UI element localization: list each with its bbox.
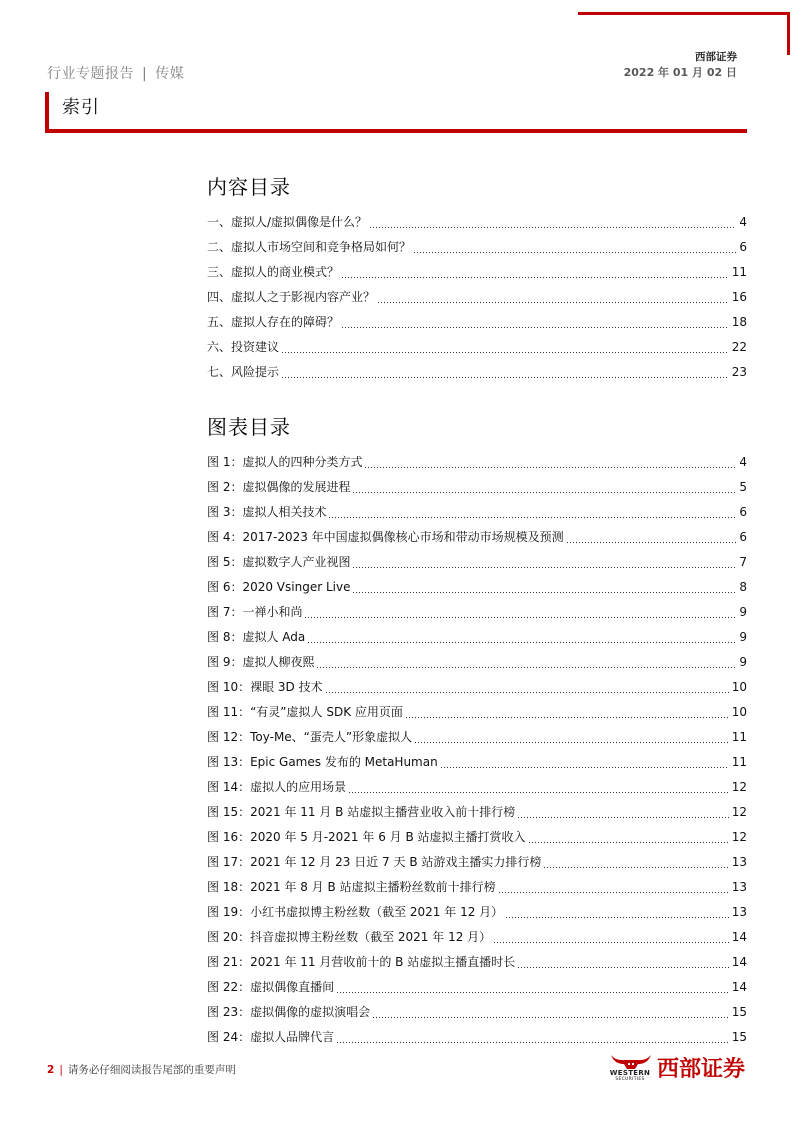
entry-title: 图 20：抖音虚拟博主粉丝数（截至 2021 年 12 月） <box>207 930 492 944</box>
entry-page-number: 11 <box>731 265 747 279</box>
dot-leader <box>518 817 729 818</box>
entry-title: 图 15：2021 年 11 月 B 站虚拟主播营业收入前十排行榜 <box>207 805 516 819</box>
entry-title: 三、虚拟人的商业模式？ <box>207 265 340 279</box>
entry-title: 图 2：虚拟偶像的发展进程 <box>207 480 351 494</box>
figures-list <box>207 450 747 1050</box>
entry-page-number: 13 <box>731 855 747 869</box>
dot-leader <box>353 567 736 568</box>
entry-page-number: 18 <box>731 315 747 329</box>
dot-leader <box>370 227 736 228</box>
entry-page-number: 14 <box>731 930 747 944</box>
contents-entry[interactable] <box>207 260 747 285</box>
dot-leader <box>305 617 736 618</box>
entry-page-number: 16 <box>731 290 747 304</box>
entry-page-number: 12 <box>731 780 747 794</box>
figure-entry[interactable] <box>207 700 747 725</box>
entry-page-number: 4 <box>739 215 747 229</box>
dot-leader <box>414 252 736 253</box>
figure-entry[interactable] <box>207 525 747 550</box>
report-type: 行业专题报告 <box>47 66 134 82</box>
entry-page-number: 15 <box>731 1005 747 1019</box>
entry-page-number: 7 <box>739 555 747 569</box>
figure-entry[interactable] <box>207 975 747 1000</box>
dot-leader <box>326 692 729 693</box>
dot-leader <box>337 992 729 993</box>
entry-page-number: 10 <box>731 680 747 694</box>
entry-title: 一、虚拟人/虚拟偶像是什么？ <box>207 215 368 229</box>
contents-entry[interactable] <box>207 335 747 360</box>
figure-entry[interactable] <box>207 475 747 500</box>
entry-title: 图 24：虚拟人品牌代言 <box>207 1030 335 1044</box>
entry-title: 图 19：小红书虚拟博主粉丝数（截至 2021 年 12 月） <box>207 905 504 919</box>
entry-page-number: 10 <box>731 705 747 719</box>
entry-page-number: 4 <box>739 455 747 469</box>
entry-page-number: 15 <box>731 1030 747 1044</box>
entry-title: 图 1：虚拟人的四种分类方式 <box>207 455 363 469</box>
entry-page-number: 14 <box>731 980 747 994</box>
entry-page-number: 11 <box>731 755 747 769</box>
corner-accent-vertical <box>787 12 790 55</box>
entry-title: 二、虚拟人市场空间和竞争格局如何？ <box>207 240 412 254</box>
dot-leader <box>349 792 729 793</box>
entry-title: 图 18：2021 年 8 月 B 站虚拟主播粉丝数前十排行榜 <box>207 880 496 894</box>
entry-page-number: 23 <box>731 365 747 379</box>
dot-leader <box>342 277 729 278</box>
figure-entry[interactable] <box>207 650 747 675</box>
figure-entry[interactable] <box>207 1000 747 1025</box>
report-category <box>47 65 184 83</box>
entry-title: 图 21：2021 年 11 月营收前十的 B 站虚拟主播直播时长 <box>207 955 516 969</box>
entry-page-number: 5 <box>739 480 747 494</box>
section-divider <box>45 129 747 133</box>
entry-title: 图 3：虚拟人相关技术 <box>207 505 327 519</box>
logo-text-securities: SECURITIES <box>615 1077 645 1082</box>
header-separator: | <box>142 66 148 82</box>
dot-leader <box>499 892 729 893</box>
figure-entry[interactable] <box>207 825 747 850</box>
figure-entry[interactable] <box>207 875 747 900</box>
entry-page-number: 6 <box>739 240 747 254</box>
figure-entry[interactable] <box>207 450 747 475</box>
figure-entry[interactable] <box>207 800 747 825</box>
dot-leader <box>337 1042 729 1043</box>
report-sector: 传媒 <box>155 66 185 82</box>
entry-title: 七、风险提示 <box>207 365 280 379</box>
figure-entry[interactable] <box>207 850 747 875</box>
dot-leader <box>506 917 729 918</box>
dot-leader <box>373 1017 729 1018</box>
corner-accent-horizontal <box>578 12 790 15</box>
dot-leader <box>378 302 729 303</box>
figure-entry[interactable] <box>207 775 747 800</box>
figure-entry[interactable] <box>207 1025 747 1050</box>
dot-leader <box>544 867 728 868</box>
entry-page-number: 6 <box>739 505 747 519</box>
entry-title: 图 11：“有灵”虚拟人 SDK 应用页面 <box>207 705 403 719</box>
entry-title: 六、投资建议 <box>207 340 280 354</box>
bull-logo-icon <box>610 1054 652 1070</box>
dot-leader <box>342 327 729 328</box>
entry-page-number: 8 <box>739 580 747 594</box>
report-date: 2022 年 01 月 02 日 <box>623 66 737 79</box>
dot-leader <box>317 667 736 668</box>
section-accent-bar <box>45 92 49 132</box>
figure-entry[interactable] <box>207 725 747 750</box>
dot-leader <box>406 717 729 718</box>
dot-leader <box>282 377 729 378</box>
dot-leader <box>308 642 736 643</box>
entry-page-number: 22 <box>731 340 747 354</box>
contents-entry[interactable] <box>207 210 747 235</box>
figure-entry[interactable] <box>207 500 747 525</box>
entry-page-number: 12 <box>731 830 747 844</box>
entry-title: 图 14：虚拟人的应用场景 <box>207 780 347 794</box>
footer-disclaimer: 请务必仔细阅读报告尾部的重要声明 <box>67 1064 236 1076</box>
entry-title: 图 7：一禅小和尚 <box>207 605 303 619</box>
contents-entry[interactable] <box>207 285 747 310</box>
contents-entry[interactable] <box>207 310 747 335</box>
dot-leader <box>329 517 736 518</box>
section-title: 索引 <box>62 97 100 118</box>
footer-page-number: 2 <box>47 1064 55 1076</box>
entry-page-number: 13 <box>731 905 747 919</box>
entry-page-number: 9 <box>739 605 747 619</box>
entry-page-number: 11 <box>731 730 747 744</box>
entry-title: 图 16：2020 年 5 月-2021 年 6 月 B 站虚拟主播打赏收入 <box>207 830 526 844</box>
dot-leader <box>353 492 736 493</box>
entry-page-number: 9 <box>739 655 747 669</box>
entry-page-number: 6 <box>739 530 747 544</box>
entry-title: 五、虚拟人存在的障碍？ <box>207 315 340 329</box>
figure-entry[interactable] <box>207 550 747 575</box>
entry-title: 图 6：2020 Vsinger Live <box>207 580 351 594</box>
dot-leader <box>282 352 729 353</box>
entry-title: 图 22：虚拟偶像直播间 <box>207 980 335 994</box>
figures-heading: 图表目录 <box>207 415 291 439</box>
logo-text-chinese: 西部证券 <box>657 1057 746 1082</box>
contents-list <box>207 210 747 385</box>
logo-text-western: WESTERN <box>609 1069 651 1077</box>
entry-title: 图 5：虚拟数字人产业视图 <box>207 555 351 569</box>
dot-leader <box>365 467 736 468</box>
dot-leader <box>494 942 729 943</box>
dot-leader <box>415 742 729 743</box>
entry-title: 图 12：Toy-Me、“蛋壳人”形象虚拟人 <box>207 730 413 744</box>
entry-title: 图 9：虚拟人柳夜熙 <box>207 655 315 669</box>
entry-page-number: 9 <box>739 630 747 644</box>
contents-entry[interactable] <box>207 235 747 260</box>
figure-entry[interactable] <box>207 950 747 975</box>
contents-heading: 内容目录 <box>207 175 291 199</box>
entry-title: 四、虚拟人之于影视内容产业？ <box>207 290 376 304</box>
figure-entry[interactable] <box>207 625 747 650</box>
header-brand: 西部证券 <box>695 51 737 63</box>
footer-separator: | <box>59 1064 63 1076</box>
entry-title: 图 23：虚拟偶像的虚拟演唱会 <box>207 1005 371 1019</box>
dot-leader <box>353 592 736 593</box>
entry-page-number: 13 <box>731 880 747 894</box>
entry-title: 图 4：2017-2023 年中国虚拟偶像核心市场和带动市场规模及预测 <box>207 530 564 544</box>
dot-leader <box>518 967 729 968</box>
dot-leader <box>441 767 729 768</box>
footer <box>47 1063 236 1077</box>
figure-entry[interactable] <box>207 675 747 700</box>
figure-entry[interactable] <box>207 575 747 600</box>
figure-entry[interactable] <box>207 600 747 625</box>
dot-leader <box>567 542 736 543</box>
entry-page-number: 14 <box>731 955 747 969</box>
entry-title: 图 17：2021 年 12 月 23 日近 7 天 B 站游戏主播实力排行榜 <box>207 855 542 869</box>
contents-entry[interactable] <box>207 360 747 385</box>
dot-leader <box>529 842 729 843</box>
figure-entry[interactable] <box>207 925 747 950</box>
figure-entry[interactable] <box>207 750 747 775</box>
entry-page-number: 12 <box>731 805 747 819</box>
entry-title: 图 13：Epic Games 发布的 MetaHuman <box>207 755 438 769</box>
entry-title: 图 10：裸眼 3D 技术 <box>207 680 323 694</box>
figure-entry[interactable] <box>207 900 747 925</box>
entry-title: 图 8：虚拟人 Ada <box>207 630 306 644</box>
